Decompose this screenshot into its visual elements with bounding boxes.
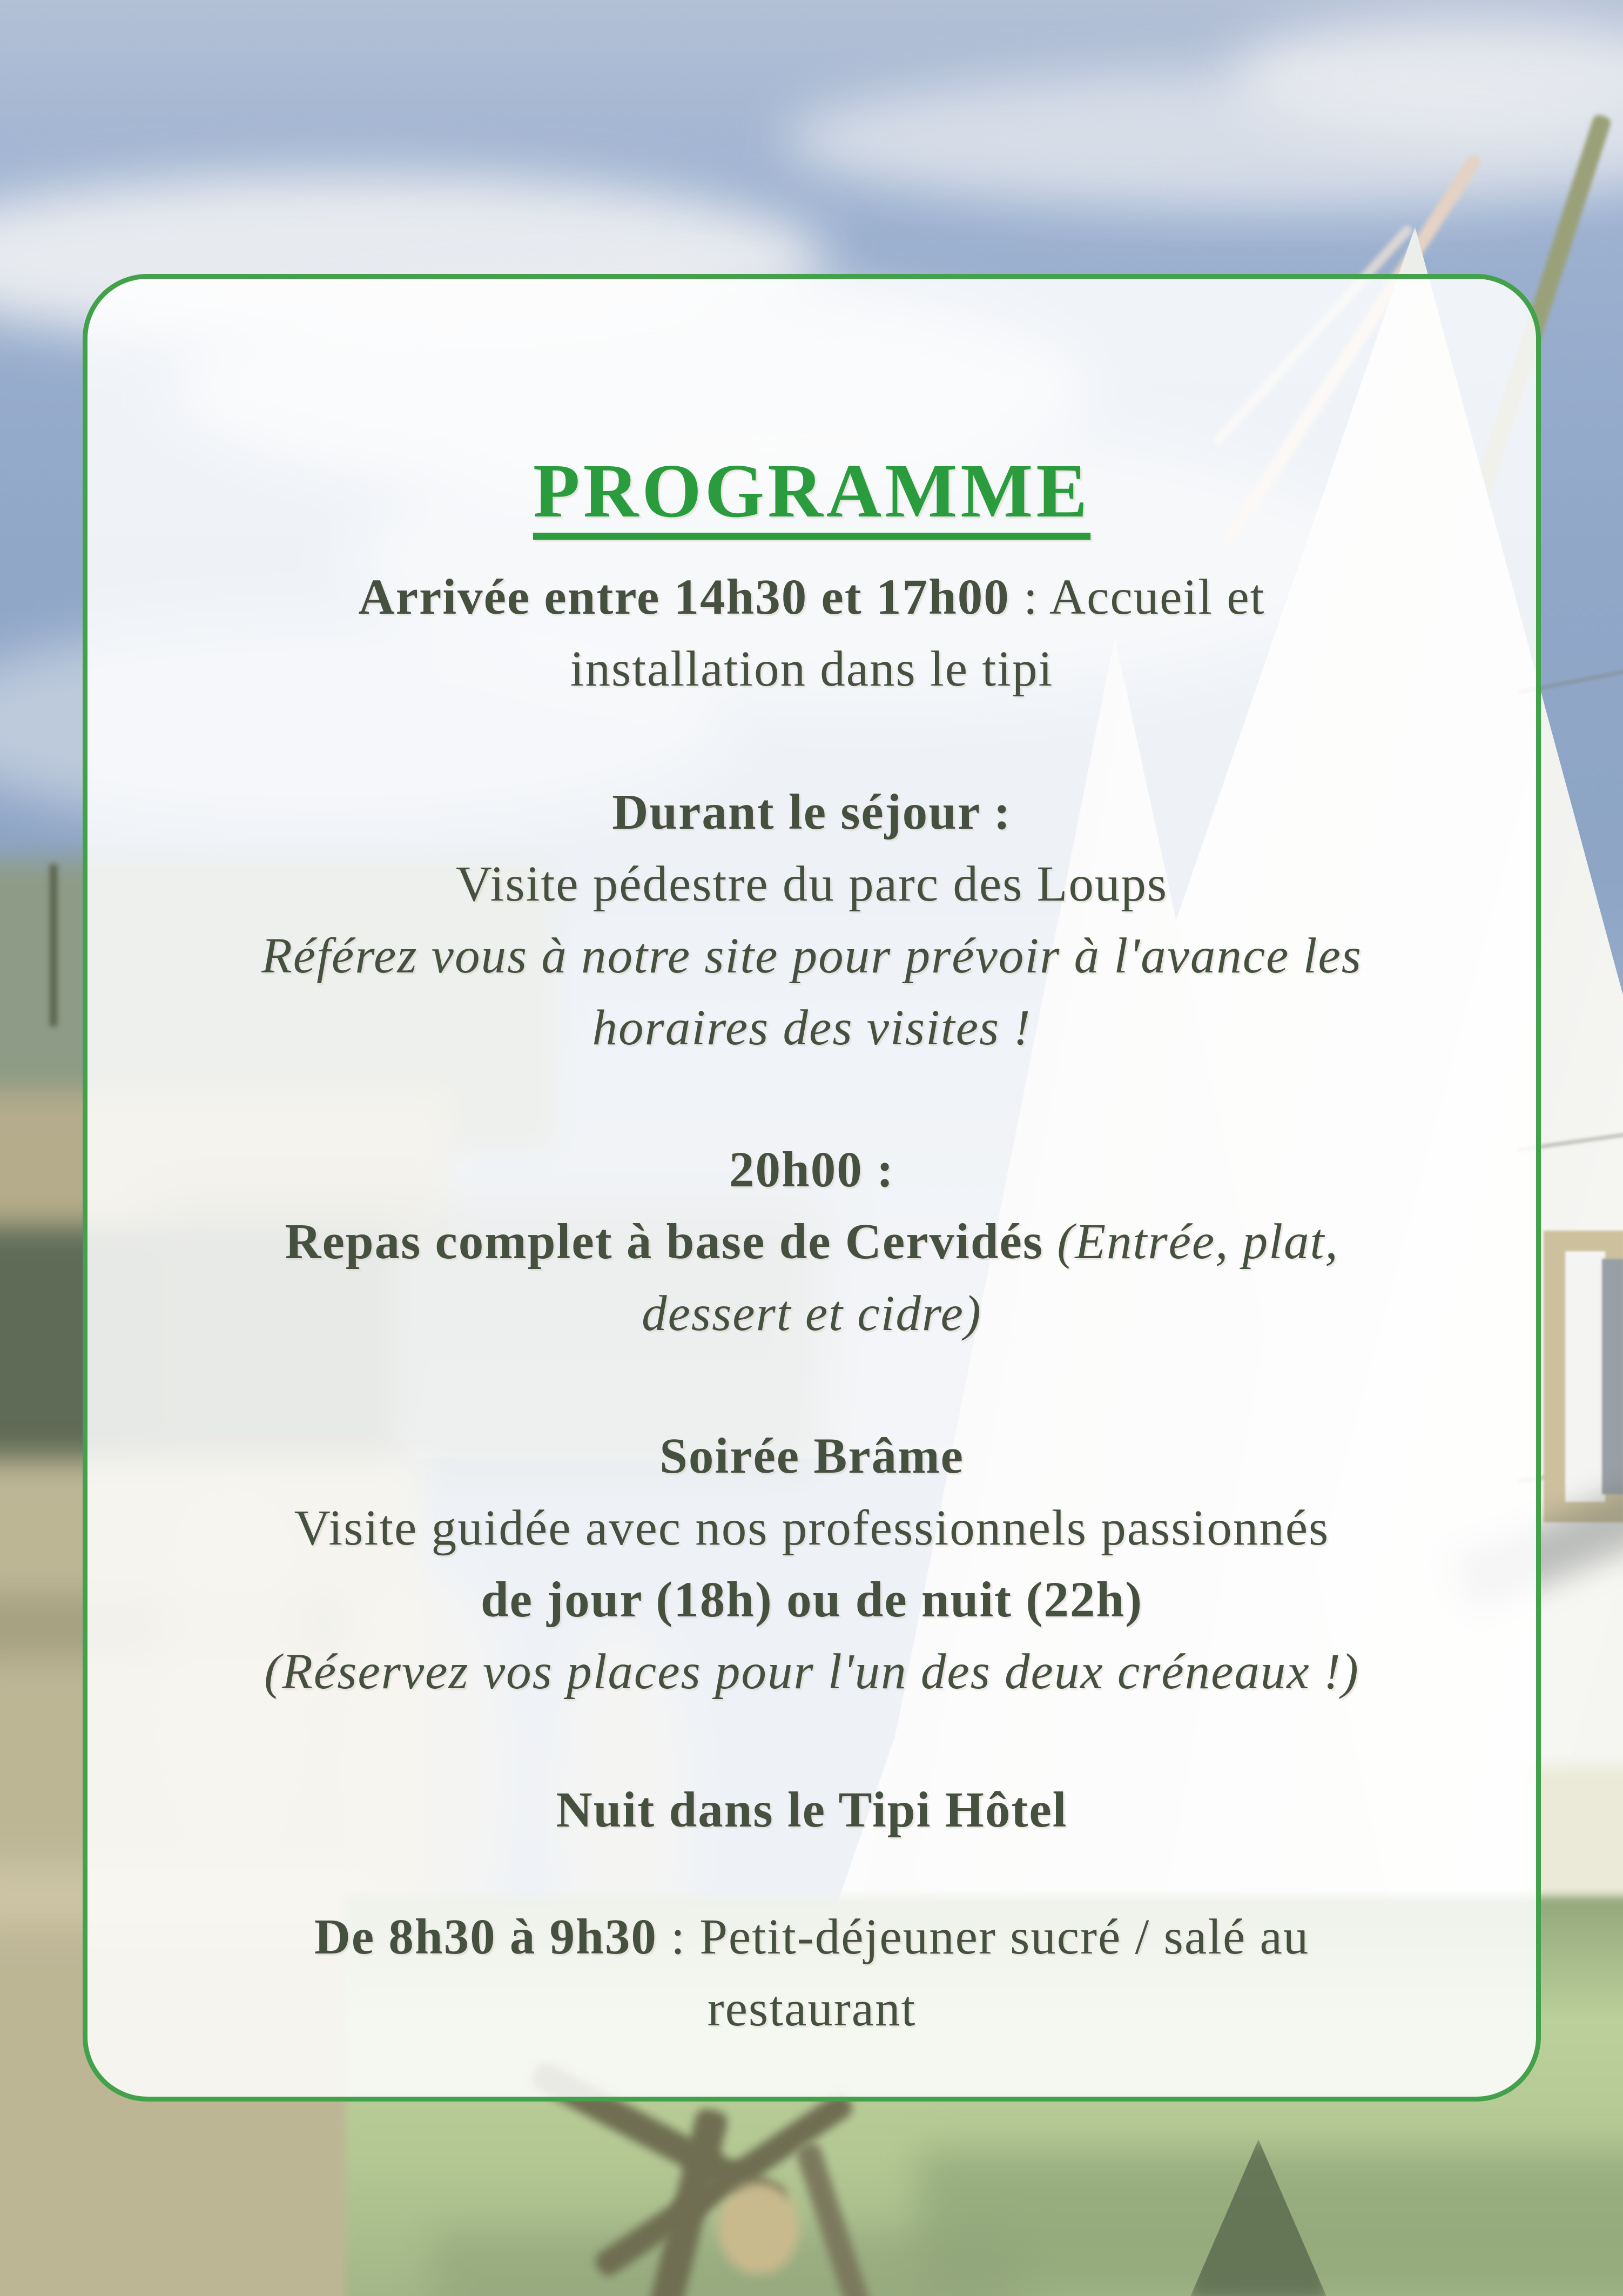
text-segment: restaurant (707, 1981, 917, 2037)
program-section (87, 1134, 1536, 1350)
program-line (87, 1564, 1536, 1636)
program-line (87, 1134, 1536, 1206)
text-segment: Repas complet à base de Cervidés (285, 1214, 1058, 1270)
card-content (87, 279, 1536, 2097)
text-segment: installation dans le tipi (570, 641, 1054, 697)
text-segment: Nuit dans le Tipi Hôtel (556, 1782, 1068, 1838)
text-segment: de jour (18h) ou de nuit (22h) (480, 1572, 1143, 1628)
program-line (87, 1774, 1536, 1846)
text-segment: De 8h30 à 9h30 (314, 1909, 657, 1965)
text-segment: 20h00 : (729, 1142, 894, 1198)
text-segment: Soirée Brâme (659, 1428, 964, 1484)
program-line (87, 1636, 1536, 1708)
program-line (87, 561, 1536, 633)
text-segment: Arrivée entre 14h30 et 17h00 (358, 569, 1010, 625)
program-line (87, 992, 1536, 1064)
tipi-window (1544, 1231, 1623, 1522)
program-line (87, 633, 1536, 705)
window-glass (1602, 1259, 1623, 1494)
program-card (83, 274, 1541, 2102)
text-segment: (Entrée, plat, (1057, 1214, 1339, 1270)
text-segment: : Petit-déjeuner sucré / salé au (657, 1909, 1310, 1965)
text-segment: dessert et cidre) (642, 1286, 982, 1341)
tree-silhouette (50, 864, 57, 1026)
text-segment: horaires des visites ! (592, 1000, 1032, 1056)
page-title: PROGRAMME (533, 448, 1091, 533)
program-line (87, 920, 1536, 992)
text-segment: (Réservez vos places pour l'un des deux créneaux !) (264, 1644, 1359, 1700)
program-line (87, 1278, 1536, 1350)
program-line (87, 1206, 1536, 1278)
program-line (87, 1420, 1536, 1492)
text-segment: Visite guidée avec nos professionnels passionnés (294, 1500, 1330, 1556)
program-line (87, 848, 1536, 920)
program-line (87, 776, 1536, 848)
program-section (87, 776, 1536, 1064)
text-segment: : Accueil et (1009, 569, 1265, 625)
program-section (87, 1774, 1536, 1846)
window-sash (1565, 1251, 1605, 1502)
program-section (87, 1901, 1536, 2045)
branch-knot (718, 2183, 799, 2274)
program-line (87, 1973, 1536, 2045)
text-segment: Référez vous à notre site pour prévoir à l'avance les (261, 928, 1362, 984)
program-line (87, 1901, 1536, 1973)
program-section (87, 1420, 1536, 1708)
program-section (87, 561, 1536, 705)
program-line (87, 1492, 1536, 1564)
text-segment: Visite pédestre du parc des Loups (455, 856, 1168, 912)
text-segment: Durant le séjour : (612, 784, 1012, 840)
